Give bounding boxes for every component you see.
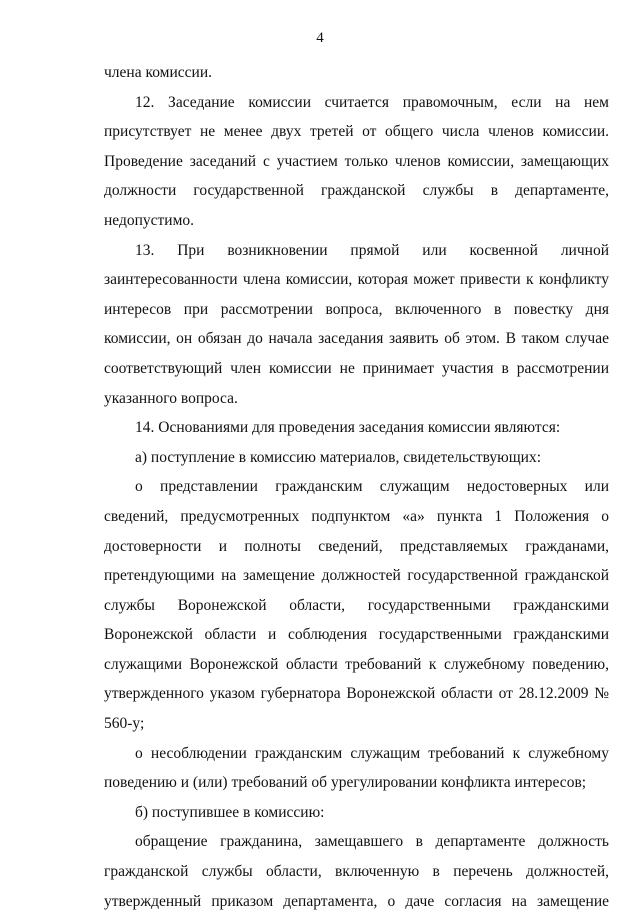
text-line: достоверности и полноты сведений, представляемых гражданами, (104, 537, 609, 555)
text-line: 14. Основаниями для проведения заседания комиссии являются: (135, 419, 561, 437)
page-number: 4 (316, 30, 324, 46)
text-line: 560-у; (104, 715, 145, 733)
text-line: 13. При возникновении прямой или косвенной личной (135, 241, 609, 259)
text-line: должности государственной гражданской службы в департаменте, (104, 182, 609, 200)
text-line: гражданской службы области, включенную в перечень должностей, (104, 863, 609, 881)
text-line: комиссии, он обязан до начала заседания заявить об этом. В таком случае (104, 330, 609, 348)
text-line: б) поступившее в комиссию: (135, 803, 325, 821)
text-line: утвержденного указом губернатора Воронежской области от 28.12.2009 № (104, 685, 609, 703)
text-line: поведению и (или) требований об урегулировании конфликта интересов; (104, 774, 587, 792)
text-line: заинтересованности члена комиссии, которая может привести к конфликту (104, 271, 609, 289)
text-line: Воронежской области и соблюдения государственными гражданскими (104, 626, 609, 644)
text-line: служащими Воронежской области требований к служебному поведению, (104, 655, 609, 673)
text-line: сведений, предусмотренных подпунктом «а» пункта 1 Положения о (104, 507, 609, 525)
text-line: Проведение заседаний с участием только членов комиссии, замещающих (104, 152, 609, 170)
text-line: интересов при рассмотрении вопроса, включенного в повестку дня (104, 300, 609, 318)
text-line: обращение гражданина, замещавшего в департаменте должность (135, 833, 609, 851)
text-line: 12. Заседание комиссии считается правомочным, если на нем (135, 93, 609, 111)
text-line: претендующими на замещение должностей государственной гражданской (104, 567, 609, 585)
text-line: утвержденный приказом департамента, о даче согласия на замещение (104, 892, 609, 910)
text-line: службы Воронежской области, государственными гражданскими (104, 596, 609, 614)
text-line: члена комиссии. (104, 64, 212, 81)
text-line: указанного вопроса. (104, 389, 238, 407)
text-line: о представлении гражданским служащим недостоверных или (135, 478, 609, 496)
document-text-body (104, 58, 609, 916)
text-line: а) поступление в комиссию материалов, свидетельствующих: (135, 448, 542, 466)
text-line: соответствующий член комиссии не принимает участия в рассмотрении (104, 359, 609, 377)
text-line: присутствует не менее двух третей от общего числа членов комиссии. (104, 123, 609, 141)
text-line: о несоблюдении гражданским служащим требований к служебному (135, 744, 609, 762)
text-line: недопустимо. (104, 211, 195, 229)
